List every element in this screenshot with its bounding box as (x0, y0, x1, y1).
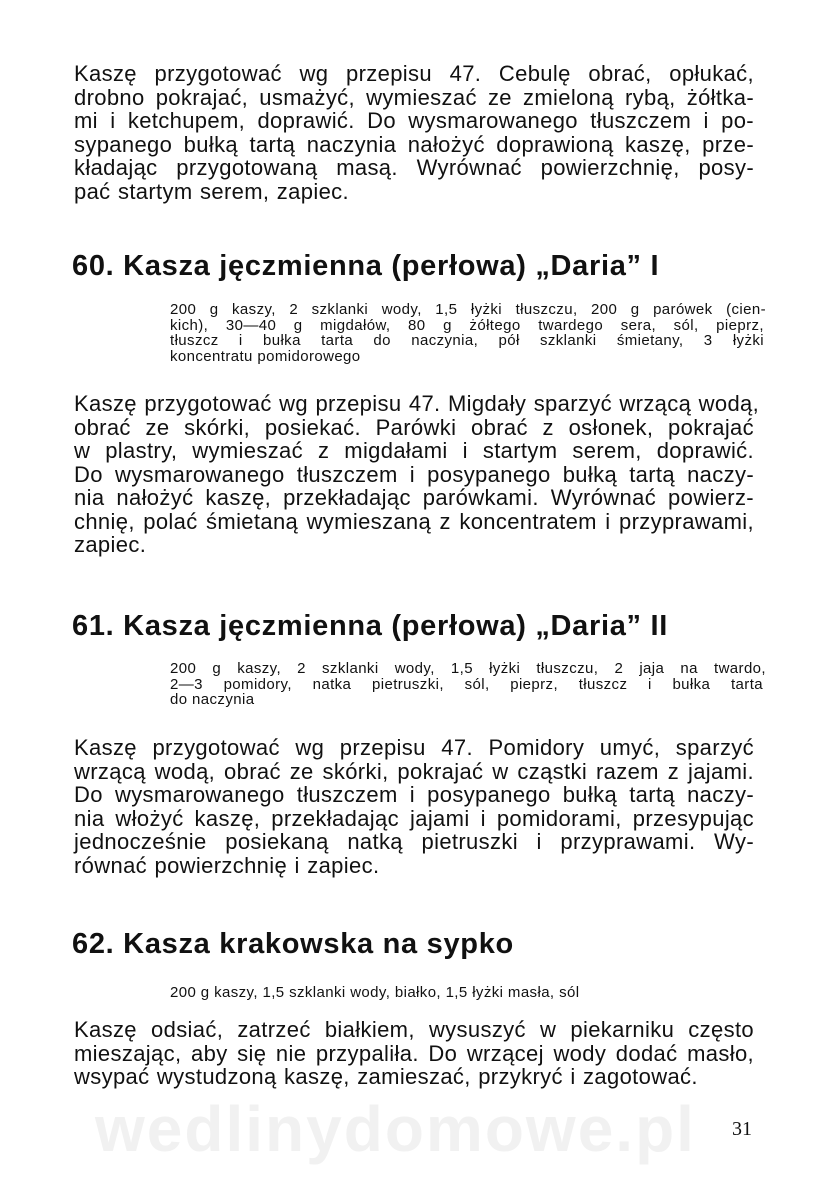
text-line: mieszając, aby się nie przypaliła. Do wrzącej wody dodać masło, (74, 1040, 754, 1066)
recipe-61-title: 61. Kasza jęczmienna (perłowa) „Daria” II (72, 610, 669, 642)
text-line: Kaszę przygotować wg przepisu 47. Cebulę obrać, opłukać, (74, 61, 754, 86)
text-line: tłuszcz i bułka tarta do naczynia, pół szklanki śmietany, 3 łyżki (170, 332, 764, 349)
text-line: obrać ze skórki, posiekać. Parówki obrać z osłonek, pokrajać (74, 414, 754, 440)
text-line: do naczynia (170, 691, 255, 708)
text-line: Do wysmarowanego tłuszczem i posypanego bułką tartą naczy- (74, 461, 754, 487)
watermark: wedlinydomowe.pl (95, 1093, 696, 1165)
text-line: kich), 30—40 g migdałów, 80 g żółtego twardego sera, sól, pieprz, (170, 316, 764, 334)
page-number: 31 (732, 1118, 752, 1140)
text-line: pać startym serem, zapiec. (74, 178, 349, 204)
recipe-60-method (74, 391, 760, 557)
text-line: 200 g kaszy, 2 szklanki wody, 1,5 łyżki tłuszczu, 200 g parówek (cien- (170, 301, 766, 318)
text-line: chnię, polać śmietaną wymieszaną z koncentratem i przyprawami, (74, 508, 754, 534)
text-line: Kaszę przygotować wg przepisu 47. Pomidory umyć, sparzyć (74, 735, 754, 760)
recipe-62-title: 62. Kasza krakowska na sypko (72, 928, 514, 960)
text-line: równać powierzchnię i zapiec. (74, 852, 380, 878)
text-line: 2—3 pomidory, natka pietruszki, sól, pieprz, tłuszcz i bułka tarta (170, 675, 763, 693)
recipe-61-ingredients (170, 660, 766, 708)
text-line: jednocześnie posiekaną natką pietruszki i przyprawami. Wy- (74, 829, 754, 854)
intro-paragraph (74, 62, 754, 203)
text-line: Kaszę odsiać, zatrzeć białkiem, wysuszyć w piekarniku często (74, 1017, 754, 1042)
recipe-60-title: 60. Kasza jęczmienna (perłowa) „Daria” I (72, 250, 660, 282)
recipe-62-ingredients (170, 985, 754, 1001)
text-line: 200 g kaszy, 1,5 szklanki wody, białko, 1,5 łyżki masła, sól (170, 984, 580, 1001)
text-line: w plastry, wymieszać z migdałami i startym serem, doprawić. (74, 438, 754, 463)
text-line: Do wysmarowanego tłuszczem i posypanego bułką tartą naczy- (74, 782, 754, 807)
text-line: drobno pokrajać, usmażyć, wymieszać ze zmieloną rybą, żółtka- (74, 84, 754, 110)
text-line: 200 g kaszy, 2 szklanki wody, 1,5 łyżki tłuszczu, 2 jaja na twardo, (170, 660, 766, 677)
text-line: mi i ketchupem, doprawić. Do wysmarowanego tłuszczem i po- (74, 108, 754, 133)
recipe-62-method (74, 1018, 754, 1089)
text-line: nia włożyć kaszę, przekładając jajami i pomidorami, przesypując (74, 805, 754, 831)
text-line: zapiec. (74, 532, 147, 557)
text-line: Kaszę przygotować wg przepisu 47. Migdały sparzyć wrzącą wodą, (74, 391, 760, 416)
text-line: wrzącą wodą, obrać ze skórki, pokrajać w cząstki razem z jajami. (74, 758, 754, 784)
recipe-61-method (74, 736, 754, 877)
text-line: nia nałożyć kaszę, przekładając parówkami. Wyrównać powierz- (74, 485, 754, 510)
text-line: sypanego bułką tartą naczynia nałożyć doprawioną kaszę, prze- (74, 131, 754, 157)
text-line: wsypać wystudzoną kaszę, zamieszać, przykryć i zagotować. (74, 1064, 698, 1089)
recipe-60-ingredients (170, 301, 766, 365)
text-line: koncentratu pomidorowego (170, 347, 361, 365)
text-line: kładając przygotowaną masą. Wyrównać powierzchnię, posy- (74, 155, 754, 180)
